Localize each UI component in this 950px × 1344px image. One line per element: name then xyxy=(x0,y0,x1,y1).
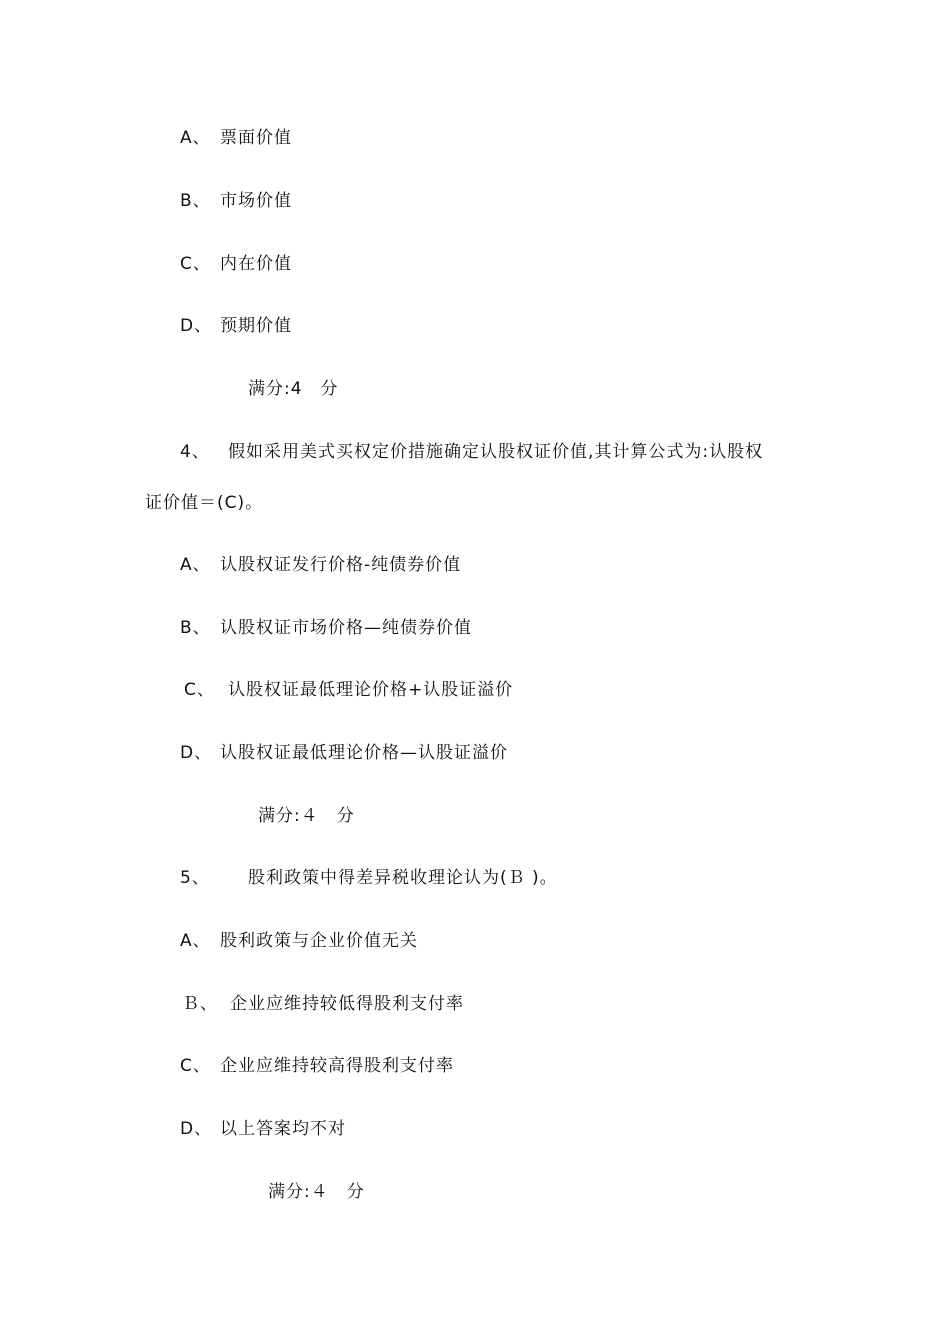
option-text: 内在价值 xyxy=(220,254,292,274)
q4-question-line2: 证价值＝(C)。 xyxy=(145,493,264,513)
option-text: 认股权证最低理论价格—认股证溢价 xyxy=(220,743,508,763)
q5-option-a xyxy=(180,929,418,953)
option-text: 预期价值 xyxy=(220,316,292,336)
option-text: 认股权证发行价格-纯债券价值 xyxy=(220,555,462,575)
option-text: 企业应维持较高得股利支付率 xyxy=(220,1056,454,1076)
option-label: D、 xyxy=(180,1119,213,1139)
q4-option-b xyxy=(180,616,472,640)
option-text: 市场价值 xyxy=(220,191,292,211)
q3-option-c xyxy=(180,252,292,276)
q5-question xyxy=(180,866,558,890)
option-text: 企业应维持较低得股利支付率 xyxy=(230,994,464,1014)
option-label: B、 xyxy=(180,191,211,211)
option-label: C、 xyxy=(184,680,215,700)
question-text-line1: 假如采用美式买权定价措施确定认股权证价值,其计算公式为:认股权 xyxy=(228,442,764,462)
q3-option-a xyxy=(180,126,292,150)
q4-question xyxy=(180,440,763,464)
option-label: A、 xyxy=(180,931,211,951)
option-label: Ｂ、 xyxy=(182,994,218,1014)
q5-option-c xyxy=(180,1054,454,1078)
option-label: C、 xyxy=(180,1056,211,1076)
option-label: B、 xyxy=(180,618,211,638)
option-text: 以上答案均不对 xyxy=(220,1119,346,1139)
option-text: 票面价值 xyxy=(220,128,292,148)
option-label: D、 xyxy=(180,743,213,763)
q3-score: 满分:4 分 xyxy=(248,379,339,399)
q4-score: 满分:４ 分 xyxy=(258,806,355,826)
option-text: 认股权证最低理论价格+认股证溢价 xyxy=(228,680,514,700)
q4-option-c xyxy=(184,678,513,702)
question-number: 4、 xyxy=(180,442,210,462)
q4-option-a xyxy=(180,553,461,577)
q3-option-b xyxy=(180,189,292,213)
q5-option-d xyxy=(180,1117,346,1141)
q5-option-b xyxy=(182,992,464,1016)
option-label: C、 xyxy=(180,254,211,274)
question-text: 股利政策中得差异税收理论认为(Ｂ )。 xyxy=(248,868,558,888)
option-label: A、 xyxy=(180,128,211,148)
option-text: 股利政策与企业价值无关 xyxy=(220,931,418,951)
q5-score: 满分:４ 分 xyxy=(268,1182,365,1202)
option-label: D、 xyxy=(180,316,213,336)
option-text: 认股权证市场价格—纯债券价值 xyxy=(220,618,472,638)
option-label: A、 xyxy=(180,555,211,575)
question-number: 5、 xyxy=(180,868,210,888)
q4-option-d xyxy=(180,741,508,765)
q3-option-d xyxy=(180,314,292,338)
